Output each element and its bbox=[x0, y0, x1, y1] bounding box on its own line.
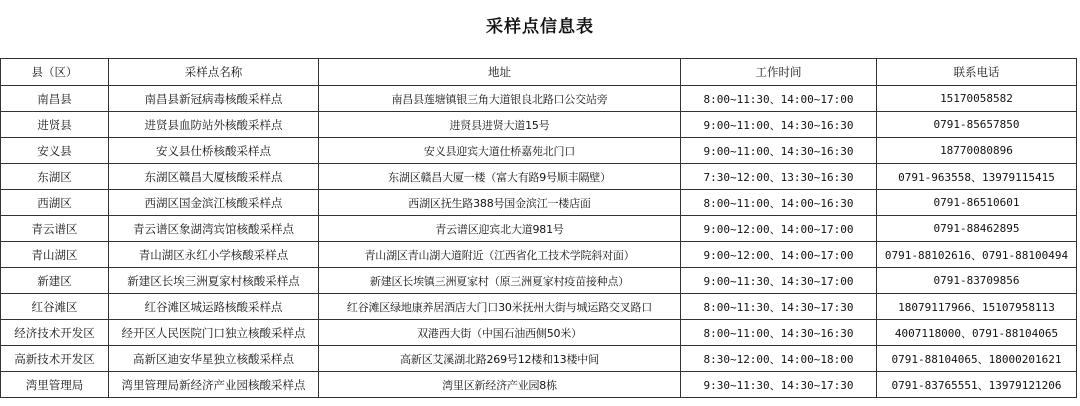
cell-phone: 0791-86510601 bbox=[877, 190, 1077, 216]
cell-phone: 18770080896 bbox=[877, 138, 1077, 164]
cell-county: 湾里管理局 bbox=[1, 372, 109, 398]
cell-address: 高新区艾溪湖北路269号12楼和13楼中间 bbox=[319, 346, 681, 372]
sampling-sites-table bbox=[0, 58, 1077, 398]
cell-county: 经济技术开发区 bbox=[1, 320, 109, 346]
cell-county: 西湖区 bbox=[1, 190, 109, 216]
cell-phone: 0791-963558、13979115415 bbox=[877, 164, 1077, 190]
table-row bbox=[1, 294, 1077, 320]
cell-phone: 0791-88102616、0791-88100494 bbox=[877, 242, 1077, 268]
header-row bbox=[1, 59, 1077, 86]
cell-phone: 0791-85657850 bbox=[877, 112, 1077, 138]
cell-site-name: 青云谱区象湖湾宾馆核酸采样点 bbox=[109, 216, 319, 242]
cell-county: 新建区 bbox=[1, 268, 109, 294]
cell-phone: 0791-88462895 bbox=[877, 216, 1077, 242]
cell-hours: 9:00~11:00、14:30~16:30 bbox=[681, 112, 877, 138]
table-row bbox=[1, 86, 1077, 112]
table-row bbox=[1, 320, 1077, 346]
cell-address: 进贤县进贤大道15号 bbox=[319, 112, 681, 138]
cell-site-name: 青山湖区永红小学核酸采样点 bbox=[109, 242, 319, 268]
cell-site-name: 湾里管理局新经济产业园核酸采样点 bbox=[109, 372, 319, 398]
cell-phone: 0791-88104065、18000201621 bbox=[877, 346, 1077, 372]
cell-hours: 9:00~12:00、14:00~17:00 bbox=[681, 242, 877, 268]
table-row bbox=[1, 346, 1077, 372]
cell-address: 红谷滩区绿地康养居酒店大门口30米抚州大街与城运路交叉路口 bbox=[319, 294, 681, 320]
cell-site-name: 新建区长埃三洲夏家村核酸采样点 bbox=[109, 268, 319, 294]
cell-county: 红谷滩区 bbox=[1, 294, 109, 320]
cell-hours: 8:00~11:00、14:30~16:30 bbox=[681, 320, 877, 346]
cell-site-name: 高新区迪安华星独立核酸采样点 bbox=[109, 346, 319, 372]
cell-address: 东湖区赣昌大厦一楼（富大有路9号顺丰隔壁） bbox=[319, 164, 681, 190]
table-row bbox=[1, 112, 1077, 138]
table-title: 采样点信息表 bbox=[486, 17, 594, 37]
cell-hours: 8:00~11:30、14:00~17:00 bbox=[681, 86, 877, 112]
cell-address: 青云谱区迎宾北大道981号 bbox=[319, 216, 681, 242]
cell-address: 安义县迎宾大道仕桥嘉苑北门口 bbox=[319, 138, 681, 164]
cell-county: 东湖区 bbox=[1, 164, 109, 190]
cell-hours: 8:30~12:00、14:00~18:00 bbox=[681, 346, 877, 372]
cell-county: 高新技术开发区 bbox=[1, 346, 109, 372]
cell-phone: 0791-83709856 bbox=[877, 268, 1077, 294]
cell-county: 南昌县 bbox=[1, 86, 109, 112]
header-hours: 工作时间 bbox=[681, 59, 877, 86]
table-row bbox=[1, 216, 1077, 242]
cell-hours: 8:00~11:30、14:30~17:30 bbox=[681, 294, 877, 320]
cell-address: 新建区长埃镇三洲夏家村（原三洲夏家村疫苗接种点） bbox=[319, 268, 681, 294]
cell-hours: 9:00~11:00、14:30~16:30 bbox=[681, 138, 877, 164]
header-phone: 联系电话 bbox=[877, 59, 1077, 86]
cell-phone: 4007118000、0791-88104065 bbox=[877, 320, 1077, 346]
cell-site-name: 西湖区国金滨江核酸采样点 bbox=[109, 190, 319, 216]
cell-site-name: 经开区人民医院门口独立核酸采样点 bbox=[109, 320, 319, 346]
cell-address: 南昌县莲塘镇银三角大道银良北路口公交站旁 bbox=[319, 86, 681, 112]
cell-county: 进贤县 bbox=[1, 112, 109, 138]
cell-phone: 15170058582 bbox=[877, 86, 1077, 112]
cell-site-name: 东湖区赣昌大厦核酸采样点 bbox=[109, 164, 319, 190]
table-row bbox=[1, 242, 1077, 268]
cell-hours: 7:30~12:00、13:30~16:30 bbox=[681, 164, 877, 190]
cell-county: 青云谱区 bbox=[1, 216, 109, 242]
cell-hours: 9:00~11:30、14:30~17:00 bbox=[681, 268, 877, 294]
table-row bbox=[1, 164, 1077, 190]
cell-site-name: 进贤县血防站外核酸采样点 bbox=[109, 112, 319, 138]
header-address: 地址 bbox=[319, 59, 681, 86]
cell-hours: 8:00~11:00、14:00~16:30 bbox=[681, 190, 877, 216]
cell-phone: 0791-83765551、13979121206 bbox=[877, 372, 1077, 398]
cell-hours: 9:30~11:30、14:30~17:30 bbox=[681, 372, 877, 398]
cell-phone: 18079117966、15107958113 bbox=[877, 294, 1077, 320]
cell-address: 湾里区新经济产业园8栋 bbox=[319, 372, 681, 398]
header-site-name: 采样点名称 bbox=[109, 59, 319, 86]
cell-hours: 9:00~12:00、14:00~17:00 bbox=[681, 216, 877, 242]
table-row bbox=[1, 138, 1077, 164]
sampling-sites-table-container bbox=[0, 58, 1080, 398]
cell-county: 青山湖区 bbox=[1, 242, 109, 268]
table-row bbox=[1, 190, 1077, 216]
cell-site-name: 安义县仕桥核酸采样点 bbox=[109, 138, 319, 164]
cell-county: 安义县 bbox=[1, 138, 109, 164]
table-row bbox=[1, 268, 1077, 294]
cell-address: 双港西大街（中国石油西侧50米） bbox=[319, 320, 681, 346]
cell-site-name: 红谷滩区城运路核酸采样点 bbox=[109, 294, 319, 320]
table-row bbox=[1, 372, 1077, 398]
cell-address: 青山湖区青山湖大道附近（江西省化工技术学院斜对面） bbox=[319, 242, 681, 268]
header-county: 县（区） bbox=[1, 59, 109, 86]
cell-site-name: 南昌县新冠病毒核酸采样点 bbox=[109, 86, 319, 112]
cell-address: 西湖区抚生路388号国金滨江一楼店面 bbox=[319, 190, 681, 216]
